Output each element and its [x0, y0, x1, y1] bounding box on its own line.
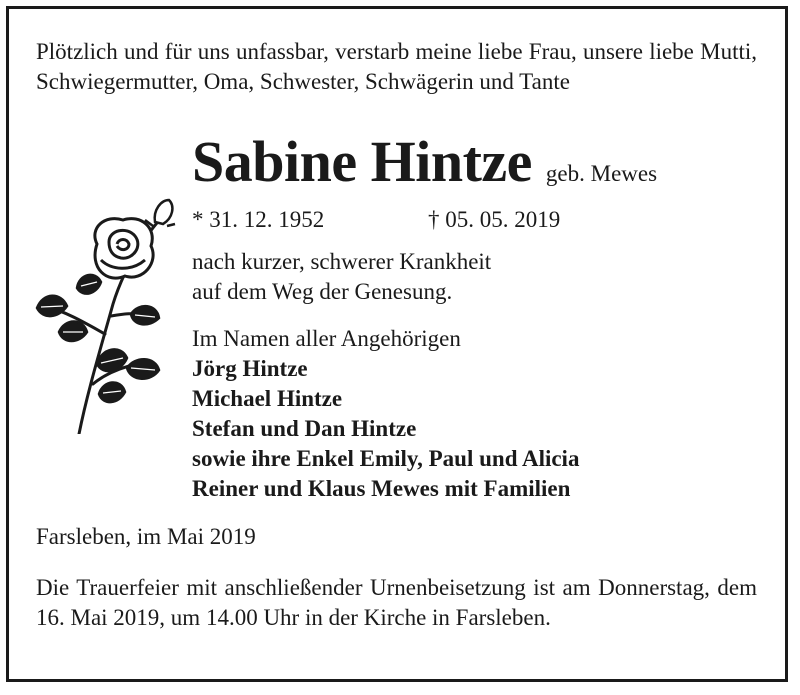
deceased-name: Sabine Hintze — [192, 129, 532, 194]
funeral-info: Die Trauerfeier mit anschließender Urnenbeisetzung ist am Donnerstag, dem 16. Mai 2019, um 14.00 Uhr in der Kirche in Farsleben. — [36, 575, 757, 630]
cause-line: nach kurzer, schwerer Krankheit — [192, 249, 492, 274]
rose-icon — [27, 184, 187, 434]
mourner-name: sowie ihre Enkel Emily, Paul und Alicia — [192, 446, 580, 471]
deceased-header — [192, 129, 658, 194]
obituary-notice — [6, 6, 788, 682]
birth-name: geb. Mewes — [545, 161, 658, 186]
mourners-block — [192, 324, 579, 504]
death-date: † 05. 05. 2019 — [428, 207, 561, 232]
intro-text: Plötzlich und für uns unfassbar, verstarb meine liebe Frau, unsere liebe Mutti, Schwiegermutter, Oma, Schwester, Schwägerin und Tante — [36, 39, 757, 94]
mourner-name: Jörg Hintze — [192, 356, 308, 381]
mourner-name: Stefan und Dan Hintze — [192, 416, 417, 441]
place-date: Farsleben, im Mai 2019 — [36, 524, 256, 549]
life-dates — [192, 205, 561, 235]
mourner-name: Michael Hintze — [192, 386, 343, 411]
mourners-heading: Im Namen aller Angehörigen — [192, 326, 461, 351]
cause-line: auf dem Weg der Genesung. — [192, 279, 453, 304]
cause-text — [192, 247, 491, 307]
mourner-name: Reiner und Klaus Mewes mit Familien — [192, 476, 571, 501]
birth-date: * 31. 12. 1952 — [192, 207, 325, 232]
